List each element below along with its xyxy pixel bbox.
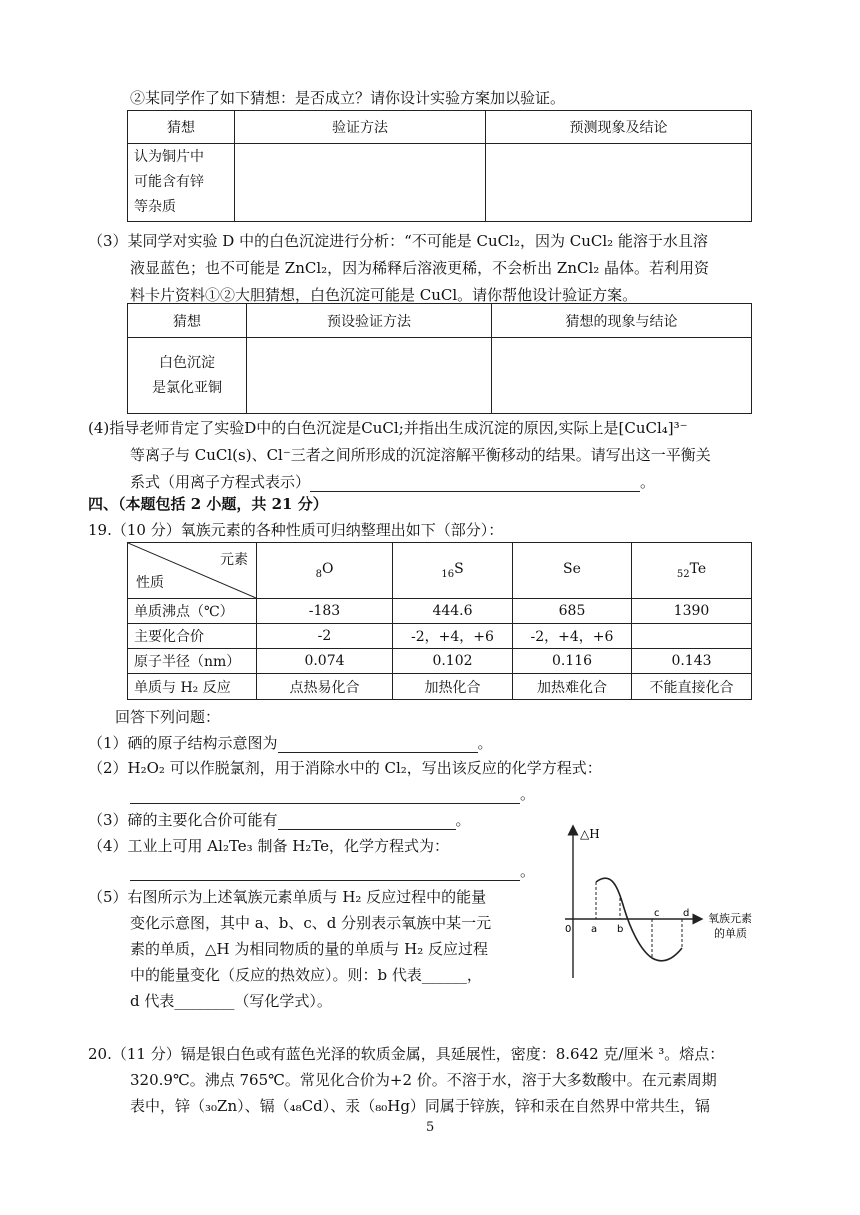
table-cell: -2: [257, 624, 393, 649]
s4-period: 。: [640, 473, 656, 491]
section-heading: 四、（本题包括 2 小题，共 21 分）: [88, 495, 328, 513]
period: 。: [477, 734, 493, 752]
s3-header-guess: 猜想: [128, 304, 247, 338]
point-b: b: [617, 924, 624, 935]
element-z: 16: [441, 568, 455, 580]
s2-method-cell[interactable]: [235, 144, 486, 222]
s4-answer-blank[interactable]: [310, 475, 640, 492]
y-axis-label: △H: [580, 827, 600, 841]
table-cell: 0.143: [632, 649, 752, 674]
s2-header-result: 预测现象及结论: [486, 111, 752, 144]
s3-method-cell[interactable]: [247, 338, 492, 414]
table-cell: -2，+4，+6: [513, 624, 632, 649]
period: 。: [455, 811, 471, 829]
row-label: 单质沸点（℃）: [128, 599, 257, 624]
s2-guess-cell: [128, 144, 235, 222]
table-cell: 点热易化合: [257, 674, 393, 700]
energy-diagram: [560, 818, 780, 988]
s3-guess-cell: [128, 338, 247, 414]
answer-intro: 回答下列问题：: [115, 708, 221, 726]
s3-table: [127, 303, 752, 414]
s2-table: [127, 110, 752, 222]
q19-3-text: （3）碲的主要化合价可能有: [88, 811, 278, 829]
row-label: 单质与 H₂ 反应: [128, 674, 257, 700]
q19-4-blank[interactable]: [130, 864, 520, 881]
point-a: a: [591, 924, 598, 935]
q19-1-text: （1）硒的原子结构示意图为: [88, 734, 278, 752]
period: 。: [520, 785, 536, 803]
q19-3: [88, 810, 471, 830]
table-cell-empty[interactable]: [632, 624, 752, 649]
point-d: d: [683, 908, 690, 919]
q19-5-line: 素的单质，△H 为相同物质的量的单质与 H₂ 反应过程: [130, 940, 489, 958]
q20-line-2: 320.9℃。沸点 765℃。常见化合价为+2 价。不溶于水，溶于大多数酸中。在元素周期: [130, 1071, 717, 1089]
corner-bottom-label: 性质: [136, 575, 164, 591]
table-cell: 0.116: [513, 649, 632, 674]
table-cell: 444.6: [393, 599, 513, 624]
q19-2-blank[interactable]: [130, 787, 520, 804]
table-cell: 1390: [632, 599, 752, 624]
element-z: 52: [676, 568, 690, 580]
s2-header-method: 验证方法: [235, 111, 486, 144]
q19-5-line: 变化示意图，其中 a、b、c、d 分别表示氧族中某一元: [130, 914, 492, 932]
table-cell: 不能直接化合: [632, 674, 752, 700]
s4-line-1: (4)指导老师肯定了实验D中的白色沉淀是CuCl;并指出生成沉淀的原因,实际上是[CuCl₄]³⁻: [88, 419, 688, 437]
q19-5-line: （5）右图所示为上述氧族元素单质与 H₂ 反应过程中的能量: [88, 888, 487, 906]
element-header-se: [513, 543, 632, 599]
q19-3-blank[interactable]: [278, 813, 456, 830]
element-symbol: Se: [563, 561, 581, 578]
s3-header-result: 猜想的现象与结论: [492, 304, 752, 338]
s2-guess-line: 认为铜片中: [134, 149, 204, 165]
table-cell: 0.102: [393, 649, 513, 674]
period: 。: [520, 862, 536, 880]
element-symbol: O: [321, 561, 334, 578]
s4-line-3: [130, 472, 655, 492]
s2-header-guess: 猜想: [128, 111, 235, 144]
q19-4-text: （4）工业上可用 Al₂Te₃ 制备 H₂Te，化学方程式为：: [88, 837, 450, 855]
q19-4-answer: [130, 861, 535, 881]
page-number: 5: [426, 1120, 435, 1135]
q19-2-text: （2）H₂O₂ 可以作脱氯剂，用于消除水中的 Cl₂，写出该反应的化学方程式：: [88, 759, 602, 777]
table-cell: 0.074: [257, 649, 393, 674]
s3-header-method: 预设验证方法: [247, 304, 492, 338]
x-axis-label-1: 氧族元素: [708, 912, 752, 925]
s3-line-2: 液显蓝色；也不可能是 ZnCl₂，因为稀释后溶液更稀，不会析出 ZnCl₂ 晶体。若利用资: [130, 259, 710, 277]
s3-result-cell[interactable]: [492, 338, 752, 414]
table-cell: 加热化合: [393, 674, 513, 700]
row-label: 原子半径（nm）: [128, 649, 257, 674]
origin-label: 0: [565, 924, 572, 935]
table-row: [128, 624, 752, 649]
table-row: [128, 599, 752, 624]
s3-guess-line: 白色沉淀: [159, 354, 215, 371]
q19-1: [88, 733, 493, 753]
q19-5-line: d 代表________（写化学式）。: [130, 992, 332, 1010]
table-row: [128, 649, 752, 674]
element-header-o: [257, 543, 393, 599]
s3-line-1: （3）某同学对实验 D 中的白色沉淀进行分析：“不可能是 CuCl₂，因为 CuCl₂ 能溶于水且溶: [88, 232, 708, 250]
q20-line-3: 表中，锌（₃₀Zn）、镉（₄₈Cd）、汞（₈₀Hg）同属于锌族，锌和汞在自然界中常共生，镉: [130, 1097, 710, 1115]
q19-5-line: 中的能量变化（反应的热效应）。则：b 代表______，: [130, 966, 482, 984]
s2-guess-line: 可能含有锌: [134, 174, 204, 190]
s3-guess-line: 是氯化亚铜: [152, 379, 222, 396]
q19-1-blank[interactable]: [278, 736, 478, 753]
q19-corner-cell: [128, 543, 257, 599]
s2-result-cell[interactable]: [486, 144, 752, 222]
table-cell: -2，+4，+6: [393, 624, 513, 649]
table-cell: 加热难化合: [513, 674, 632, 700]
q19-2-answer: [130, 784, 535, 804]
element-symbol: S: [454, 561, 464, 578]
row-label: 主要化合价: [128, 624, 257, 649]
x-axis-label-2: 的单质: [714, 927, 747, 940]
q19-table: [127, 542, 752, 700]
q20-line-1: 20.（11 分）镉是银白色或有蓝色光泽的软质金属，具延展性，密度：8.642 克/厘米 ³。熔点：: [88, 1045, 725, 1063]
s4-line-2: 等离子与 CuCl(s)、Cl⁻三者之间所形成的沉淀溶解平衡移动的结果。请写出这一平衡关: [130, 446, 711, 464]
q19-title: 19.（10 分）氧族元素的各种性质可归纳整理出如下（部分）：: [88, 521, 504, 539]
s2-intro: ②某同学作了如下猜想：是否成立？请你设计实验方案加以验证。: [130, 89, 566, 107]
element-symbol: Te: [689, 561, 707, 578]
table-cell: -183: [257, 599, 393, 624]
element-header-s: [393, 543, 513, 599]
element-header-te: [632, 543, 752, 599]
table-row: [128, 674, 752, 700]
element-z: 8: [315, 568, 322, 580]
s3-line-3: 料卡片资料①②大胆猜想，白色沉淀可能是 CuCl。请你帮他设计验证方案。: [130, 286, 638, 304]
s2-guess-line: 等杂质: [134, 199, 176, 215]
table-cell: 685: [513, 599, 632, 624]
corner-top-label: 元素: [220, 552, 248, 568]
s4-line-3-text: 系式（用离子方程式表示）: [130, 473, 311, 491]
point-c: c: [654, 908, 660, 919]
